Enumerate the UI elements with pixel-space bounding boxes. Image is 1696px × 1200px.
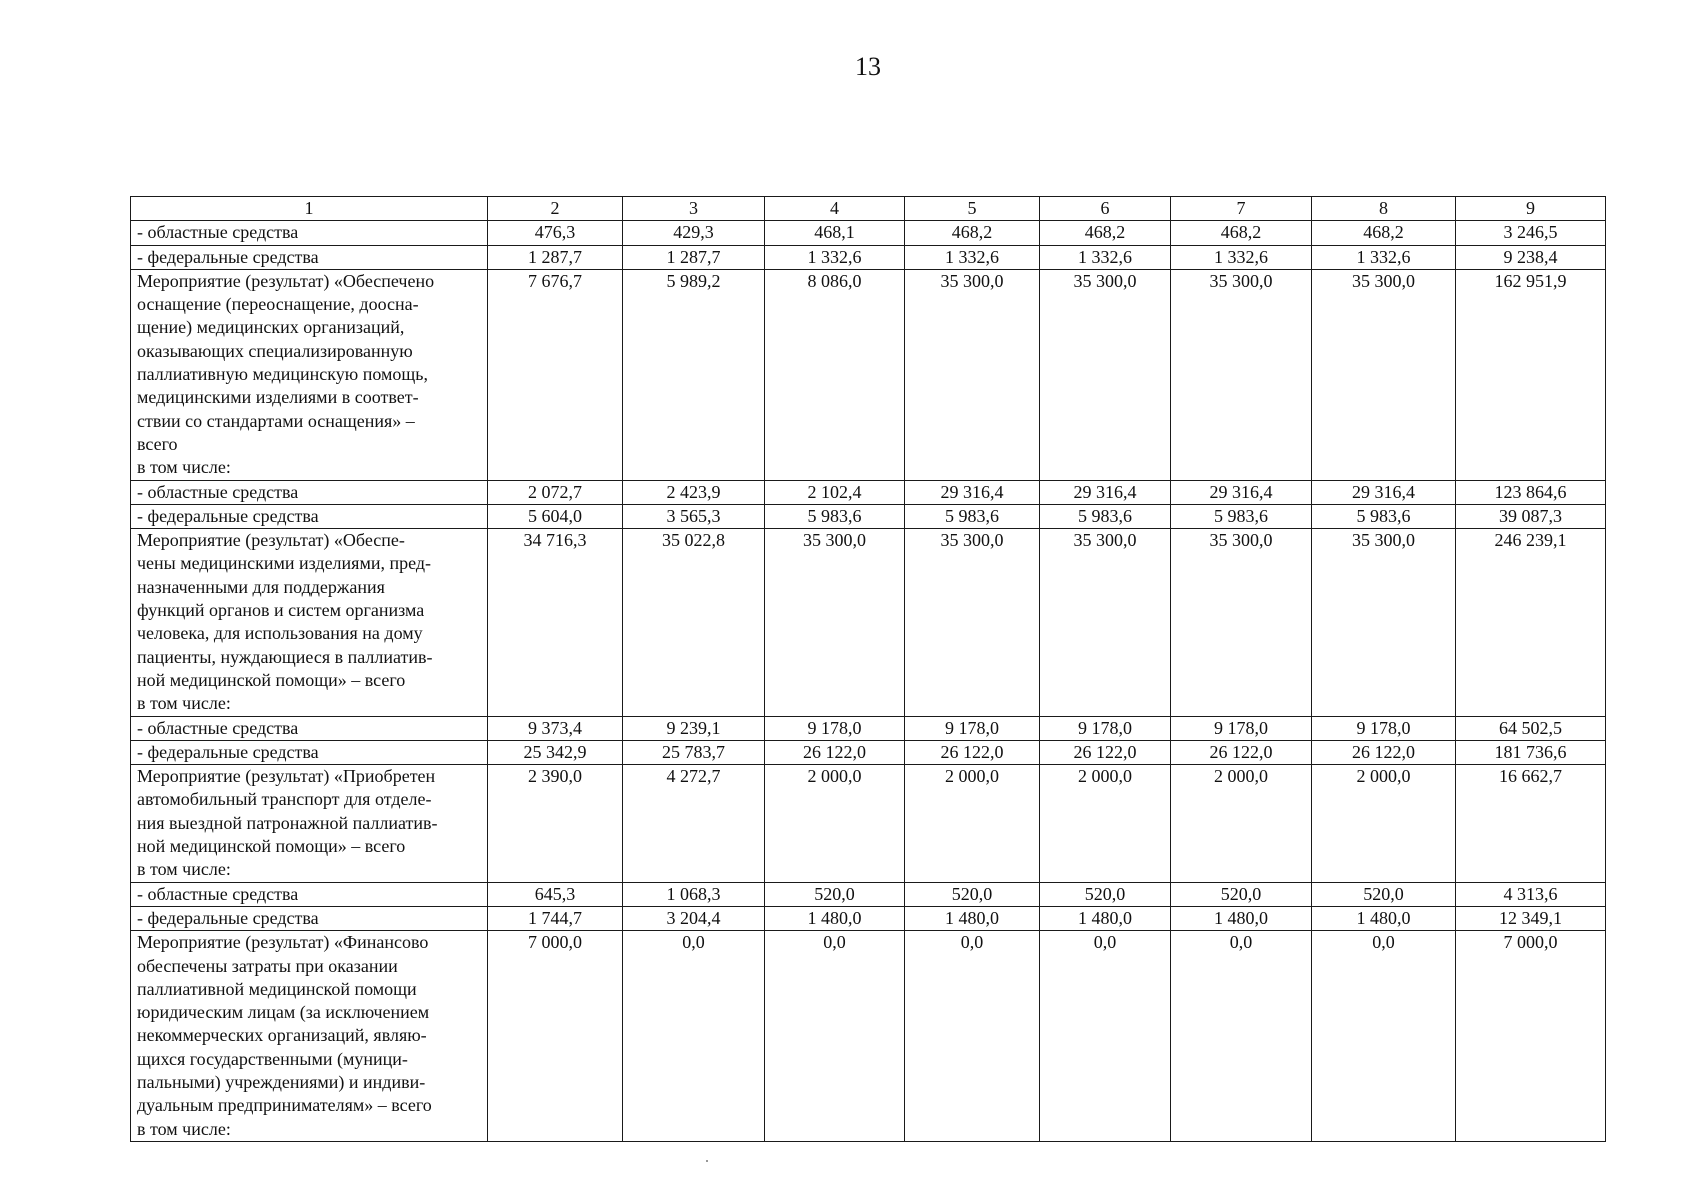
row-label — [131, 529, 488, 716]
cell-value: 181 736,6 — [1456, 740, 1606, 764]
scan-speck — [706, 1160, 708, 1162]
column-header: 3 — [623, 197, 765, 221]
column-header: 2 — [488, 197, 623, 221]
table-row-funding — [131, 716, 1606, 740]
cell-value: 1 480,0 — [1040, 906, 1171, 930]
cell-value: 7 000,0 — [1456, 931, 1606, 1142]
cell-value: 429,3 — [623, 221, 765, 245]
table-row-funding — [131, 221, 1606, 245]
cell-value: 520,0 — [1171, 882, 1312, 906]
cell-value: 7 676,7 — [488, 269, 623, 480]
row-label-line: пальными) учреждениями) и индиви- — [137, 1071, 426, 1092]
cell-value: 1 287,7 — [488, 245, 623, 269]
cell-value: 1 332,6 — [905, 245, 1040, 269]
row-label — [131, 765, 488, 882]
cell-value: 1 068,3 — [623, 882, 765, 906]
cell-value: 26 122,0 — [1040, 740, 1171, 764]
header-row — [131, 197, 1606, 221]
row-label-line: оснащение (переоснащение, доосна- — [137, 294, 419, 315]
column-header: 9 — [1456, 197, 1606, 221]
cell-value: 9 178,0 — [765, 716, 905, 740]
cell-value: 520,0 — [765, 882, 905, 906]
row-label-line: назначенными для поддержания — [137, 576, 385, 597]
table-row-funding — [131, 245, 1606, 269]
row-label-line: в том числе: — [137, 1118, 231, 1139]
cell-value: 4 272,7 — [623, 765, 765, 882]
row-label-line: пациенты, нуждающиеся в паллиатив- — [137, 646, 433, 667]
cell-value: 520,0 — [905, 882, 1040, 906]
cell-value: 35 300,0 — [1171, 269, 1312, 480]
cell-value: 25 342,9 — [488, 740, 623, 764]
cell-value: 9 178,0 — [1312, 716, 1456, 740]
row-label — [131, 931, 488, 1142]
cell-value: 5 983,6 — [1040, 504, 1171, 528]
cell-value: 29 316,4 — [1171, 480, 1312, 504]
table-row-activity — [131, 529, 1606, 716]
cell-value: 5 983,6 — [1171, 504, 1312, 528]
cell-value: 162 951,9 — [1456, 269, 1606, 480]
row-label-line: паллиативной медицинской помощи — [137, 978, 417, 999]
cell-value: 35 300,0 — [1040, 269, 1171, 480]
row-label-line: автомобильный транспорт для отделе- — [137, 789, 432, 810]
cell-value: 35 022,8 — [623, 529, 765, 716]
cell-value: 64 502,5 — [1456, 716, 1606, 740]
cell-value: 2 000,0 — [1312, 765, 1456, 882]
cell-value: 39 087,3 — [1456, 504, 1606, 528]
column-header: 5 — [905, 197, 1040, 221]
row-label: - областные средства — [131, 716, 488, 740]
cell-value: 123 864,6 — [1456, 480, 1606, 504]
cell-value: 0,0 — [623, 931, 765, 1142]
row-label-line: в том числе: — [137, 457, 231, 478]
row-label: - областные средства — [131, 882, 488, 906]
cell-value: 5 983,6 — [1312, 504, 1456, 528]
cell-value: 5 983,6 — [765, 504, 905, 528]
cell-value: 0,0 — [1171, 931, 1312, 1142]
row-label-line: некоммерческих организаций, являю- — [137, 1025, 427, 1046]
cell-value: 29 316,4 — [1040, 480, 1171, 504]
cell-value: 7 000,0 — [488, 931, 623, 1142]
cell-value: 3 246,5 — [1456, 221, 1606, 245]
cell-value: 2 423,9 — [623, 480, 765, 504]
cell-value: 26 122,0 — [765, 740, 905, 764]
row-label-line: чены медицинскими изделиями, пред- — [137, 553, 432, 574]
cell-value: 29 316,4 — [1312, 480, 1456, 504]
cell-value: 26 122,0 — [905, 740, 1040, 764]
cell-value: 1 332,6 — [765, 245, 905, 269]
cell-value: 5 604,0 — [488, 504, 623, 528]
cell-value: 0,0 — [1312, 931, 1456, 1142]
row-label: - областные средства — [131, 480, 488, 504]
row-label-line: медицинскими изделиями в соответ- — [137, 387, 419, 408]
cell-value: 1 480,0 — [1312, 906, 1456, 930]
table-row-funding — [131, 504, 1606, 528]
column-header: 4 — [765, 197, 905, 221]
row-label-line: оказывающих специализированную — [137, 340, 413, 361]
cell-value: 1 332,6 — [1171, 245, 1312, 269]
row-label: - федеральные средства — [131, 245, 488, 269]
cell-value: 35 300,0 — [1312, 529, 1456, 716]
cell-value: 2 000,0 — [1171, 765, 1312, 882]
row-label-line: Мероприятие (результат) «Приобретен — [137, 766, 436, 787]
cell-value: 1 332,6 — [1040, 245, 1171, 269]
table-row-funding — [131, 480, 1606, 504]
row-label-line: юридическим лицам (за исключением — [137, 1002, 430, 1023]
cell-value: 1 480,0 — [765, 906, 905, 930]
column-header: 1 — [131, 197, 488, 221]
cell-value: 9 178,0 — [1040, 716, 1171, 740]
row-label: - областные средства — [131, 221, 488, 245]
cell-value: 26 122,0 — [1312, 740, 1456, 764]
cell-value: 9 178,0 — [905, 716, 1040, 740]
cell-value: 29 316,4 — [905, 480, 1040, 504]
cell-value: 0,0 — [905, 931, 1040, 1142]
cell-value: 25 783,7 — [623, 740, 765, 764]
row-label-line: ствии со стандартами оснащения» – — [137, 410, 415, 431]
row-label: - федеральные средства — [131, 740, 488, 764]
cell-value: 4 313,6 — [1456, 882, 1606, 906]
cell-value: 2 390,0 — [488, 765, 623, 882]
cell-value: 520,0 — [1040, 882, 1171, 906]
row-label-line: человека, для использования на дому — [137, 623, 423, 644]
column-header: 6 — [1040, 197, 1171, 221]
cell-value: 2 000,0 — [765, 765, 905, 882]
cell-value: 16 662,7 — [1456, 765, 1606, 882]
cell-value: 12 349,1 — [1456, 906, 1606, 930]
cell-value: 0,0 — [1040, 931, 1171, 1142]
table-body — [131, 197, 1606, 1142]
cell-value: 468,2 — [905, 221, 1040, 245]
cell-value: 520,0 — [1312, 882, 1456, 906]
column-header: 8 — [1312, 197, 1456, 221]
budget-table — [130, 196, 1606, 1142]
cell-value: 5 989,2 — [623, 269, 765, 480]
row-label-line: Мероприятие (результат) «Финансово — [137, 932, 429, 953]
row-label-line: Мероприятие (результат) «Обеспечено — [137, 270, 435, 291]
row-label-line: ной медицинской помощи» – всего — [137, 836, 406, 857]
row-label-line: в том числе: — [137, 859, 231, 880]
table-row-activity — [131, 765, 1606, 882]
row-label-line: ния выездной патронажной паллиатив- — [137, 812, 438, 833]
cell-value: 246 239,1 — [1456, 529, 1606, 716]
cell-value: 9 178,0 — [1171, 716, 1312, 740]
cell-value: 2 000,0 — [1040, 765, 1171, 882]
column-header: 7 — [1171, 197, 1312, 221]
cell-value: 8 086,0 — [765, 269, 905, 480]
cell-value: 35 300,0 — [765, 529, 905, 716]
row-label-line: функций органов и систем организма — [137, 600, 425, 621]
cell-value: 35 300,0 — [1171, 529, 1312, 716]
cell-value: 468,2 — [1171, 221, 1312, 245]
cell-value: 468,1 — [765, 221, 905, 245]
table-row-funding — [131, 740, 1606, 764]
cell-value: 35 300,0 — [1312, 269, 1456, 480]
cell-value: 9 238,4 — [1456, 245, 1606, 269]
cell-value: 34 716,3 — [488, 529, 623, 716]
cell-value: 1 332,6 — [1312, 245, 1456, 269]
cell-value: 645,3 — [488, 882, 623, 906]
cell-value: 476,3 — [488, 221, 623, 245]
cell-value: 1 287,7 — [623, 245, 765, 269]
cell-value: 26 122,0 — [1171, 740, 1312, 764]
row-label-line: обеспечены затраты при оказании — [137, 955, 398, 976]
row-label-line: дуальным предпринимателям» – всего — [137, 1095, 432, 1116]
row-label-line: паллиативную медицинскую помощь, — [137, 364, 428, 385]
cell-value: 35 300,0 — [905, 269, 1040, 480]
row-label: - федеральные средства — [131, 504, 488, 528]
table-row-funding — [131, 906, 1606, 930]
cell-value: 3 204,4 — [623, 906, 765, 930]
cell-value: 5 983,6 — [905, 504, 1040, 528]
row-label-line: всего — [137, 433, 178, 454]
table-row-activity — [131, 931, 1606, 1142]
row-label-line: щихся государственными (муници- — [137, 1048, 408, 1069]
cell-value: 3 565,3 — [623, 504, 765, 528]
cell-value: 2 102,4 — [765, 480, 905, 504]
cell-value: 1 480,0 — [905, 906, 1040, 930]
cell-value: 9 239,1 — [623, 716, 765, 740]
cell-value: 35 300,0 — [905, 529, 1040, 716]
table-row-activity — [131, 269, 1606, 480]
page-number: 13 — [855, 52, 881, 81]
cell-value: 2 000,0 — [905, 765, 1040, 882]
cell-value: 1 480,0 — [1171, 906, 1312, 930]
cell-value: 1 744,7 — [488, 906, 623, 930]
row-label: - федеральные средства — [131, 906, 488, 930]
cell-value: 35 300,0 — [1040, 529, 1171, 716]
row-label — [131, 269, 488, 480]
table-row-funding — [131, 882, 1606, 906]
row-label-line: ной медицинской помощи» – всего — [137, 669, 406, 690]
cell-value: 468,2 — [1312, 221, 1456, 245]
row-label-line: в том числе: — [137, 693, 231, 714]
cell-value: 0,0 — [765, 931, 905, 1142]
cell-value: 2 072,7 — [488, 480, 623, 504]
cell-value: 468,2 — [1040, 221, 1171, 245]
cell-value: 9 373,4 — [488, 716, 623, 740]
row-label-line: щение) медицинских организаций, — [137, 317, 405, 338]
row-label-line: Мероприятие (результат) «Обеспе- — [137, 530, 405, 551]
